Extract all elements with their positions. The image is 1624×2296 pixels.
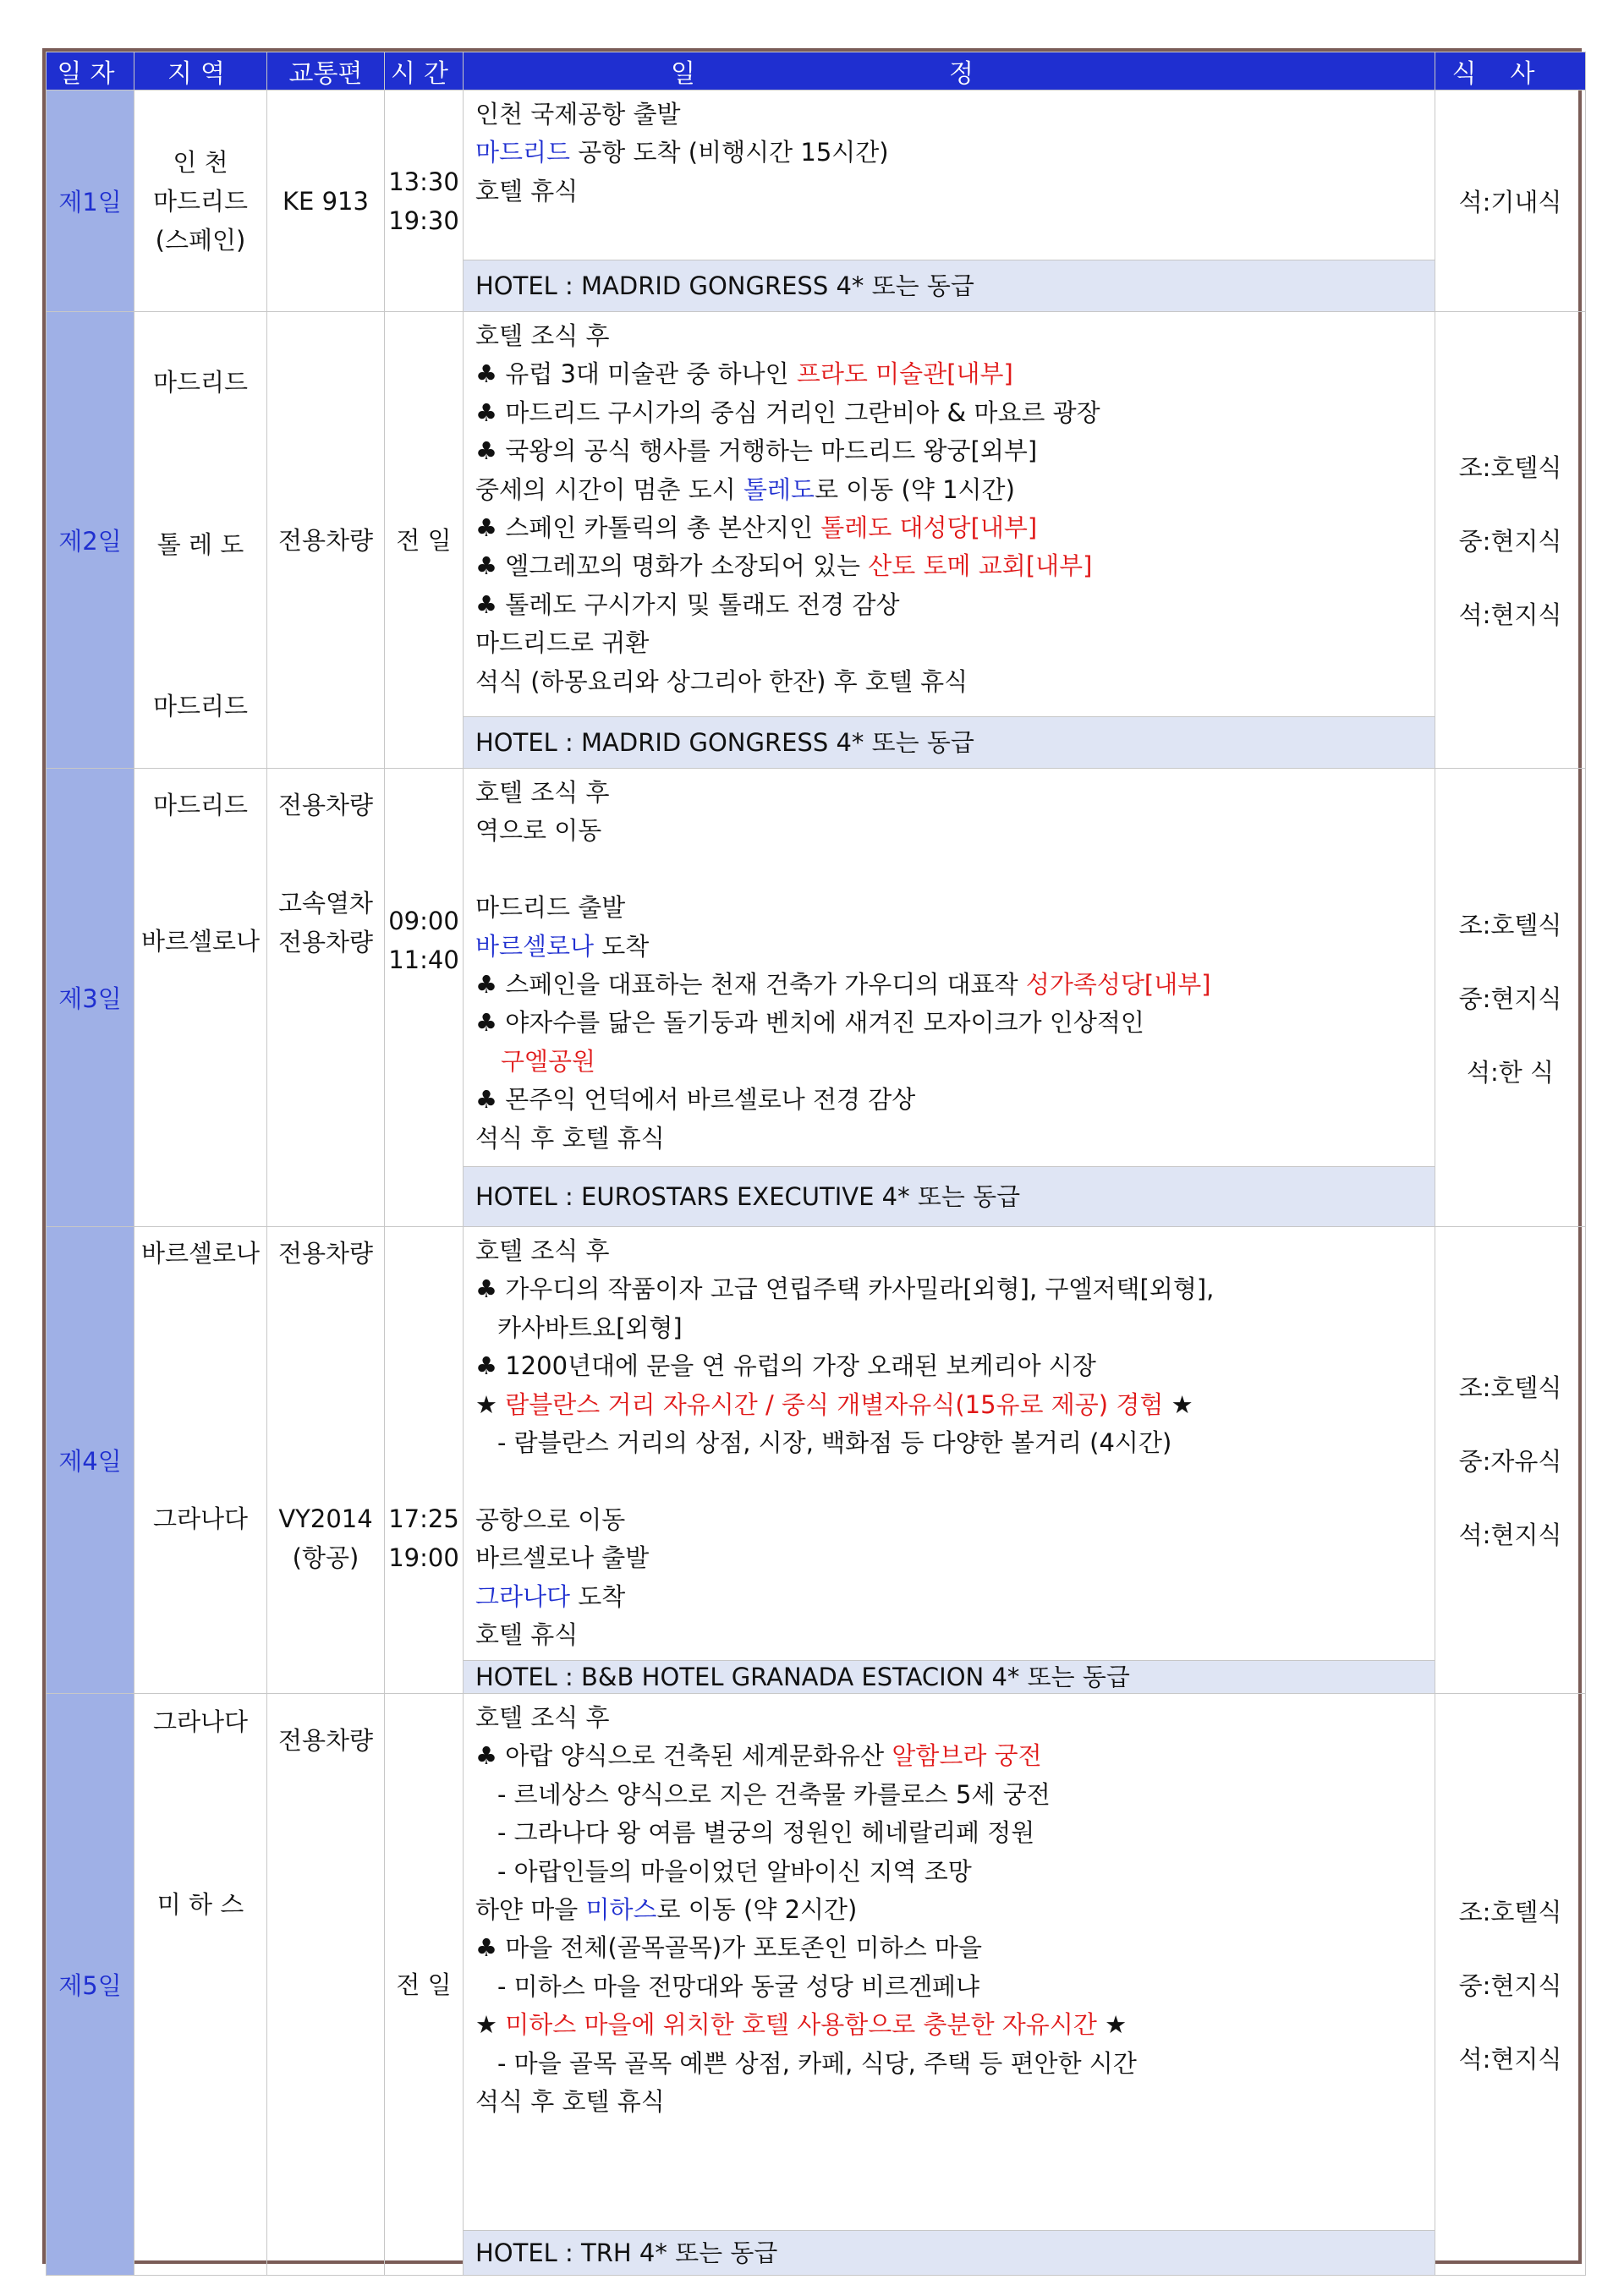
hotel-info: HOTEL : MADRID GONGRESS 4* 또는 동급 — [464, 260, 1435, 311]
header-transport: 교통편 — [267, 52, 385, 90]
transport-value: 고속열차 — [277, 889, 374, 918]
schedule-line — [475, 1814, 1423, 1852]
transport-cell: 전용차량 — [267, 312, 385, 769]
schedule-text: 바르셀로나 출발 — [475, 1543, 650, 1573]
schedule-text: 로 이동 (약 2시간) — [656, 1894, 858, 1924]
schedule-text: - 그라나다 왕 여름 별궁의 정원인 헤네랄리페 정원 — [497, 1818, 1035, 1848]
day-label: 제3일 — [47, 769, 134, 1227]
hotel-info: HOTEL : TRH 4* 또는 동급 — [464, 2230, 1435, 2275]
header-meal: 식사 — [1435, 52, 1586, 90]
meal-entry: 조:호텔식 — [1458, 1898, 1562, 1926]
transport-value: VY2014 — [278, 1504, 373, 1533]
schedule-line — [475, 966, 1423, 1004]
place-name: 톨레도 — [743, 474, 815, 504]
time-cell — [385, 90, 464, 312]
schedule-line — [475, 1776, 1423, 1814]
schedule-text: 중세의 시간이 멈춘 도시 — [475, 474, 744, 504]
region-name: (스페인) — [155, 225, 246, 255]
schedule-text: 마드리드로 귀환 — [475, 628, 650, 658]
place-name: 바르셀로나 — [475, 931, 595, 961]
time-value: 19:00 — [388, 1543, 459, 1572]
meal-entry: 중:현지식 — [1458, 527, 1562, 556]
meal-cell — [1435, 312, 1586, 769]
transport-value: 전용차량 — [277, 928, 374, 956]
highlight-text: 톨레도 대성당[내부] — [820, 512, 1038, 542]
schedule-line — [475, 355, 1423, 393]
schedule-text: ♣ 마을 전체(골목골목)가 포토존인 미하스 마을 — [475, 1933, 982, 1963]
day-label: 제1일 — [47, 90, 134, 312]
schedule-cell — [464, 1694, 1435, 2276]
schedule-text: 공항 도착 (비행시간 15시간) — [570, 138, 889, 167]
region-name: 미 하 스 — [156, 1890, 244, 1919]
region-cell — [134, 1694, 267, 2276]
schedule-text: 호텔 조식 후 — [475, 321, 610, 350]
schedule-text: ♣ 톨레도 구시가지 및 톨래도 전경 감상 — [475, 589, 900, 619]
schedule-line — [475, 812, 1423, 850]
schedule-text: ♣ 유럽 3대 미술관 중 하나인 — [475, 359, 797, 389]
time-value: 09:00 — [388, 907, 459, 935]
schedule-text: 호텔 휴식 — [475, 176, 579, 205]
time-cell — [385, 1227, 464, 1694]
schedule-line — [475, 1120, 1423, 1158]
meal-entry: 중:자유식 — [1458, 1447, 1562, 1476]
schedule-line — [475, 96, 1423, 134]
meal-cell — [1435, 90, 1586, 312]
transport-value: 전용차량 — [277, 791, 374, 819]
schedule-line — [475, 394, 1423, 432]
place-name: 그라나다 — [475, 1581, 571, 1611]
region-cell — [134, 1227, 267, 1694]
time-cell — [385, 769, 464, 1227]
schedule-line — [475, 2045, 1423, 2083]
time-value: 17:25 — [388, 1504, 459, 1533]
header-schedule: 일정 — [464, 52, 1435, 90]
highlight-text: 산토 토메 교회[내부] — [868, 551, 1093, 581]
meal-entry: 석:한 식 — [1466, 1058, 1555, 1087]
schedule-text: ★ — [1163, 1389, 1193, 1419]
time-value: 13:30 — [388, 167, 459, 196]
schedule-text: - 아랍인들의 마을이었던 알바이신 지역 조망 — [497, 1856, 972, 1886]
schedule-line — [475, 1347, 1423, 1385]
meal-cell — [1435, 769, 1586, 1227]
schedule-text: ♣ 스페인 카톨릭의 총 본산지인 — [475, 512, 821, 542]
meal-entry: 중:현지식 — [1458, 984, 1562, 1013]
schedule-text: 마드리드 출발 — [475, 893, 626, 923]
transport-value: 전용차량 — [277, 1239, 374, 1268]
meal-entry: 조:호텔식 — [1458, 453, 1562, 482]
schedule-line — [475, 1386, 1423, 1424]
day-row-4 — [47, 1227, 1586, 1694]
meal-entry: 석:현지식 — [1458, 1521, 1562, 1549]
schedule-text: ♣ 야자수를 닮은 돌기둥과 벤치에 새겨진 모자이크가 인상적인 — [475, 1008, 1144, 1038]
schedule-text: 도착 — [594, 931, 650, 961]
schedule-line — [475, 1232, 1423, 1270]
meal-entry: 석:현지식 — [1458, 2045, 1562, 2074]
schedule-line — [475, 928, 1423, 966]
schedule-text: 역으로 이동 — [475, 816, 602, 846]
itinerary-table — [46, 52, 1586, 2276]
schedule-cell — [464, 769, 1435, 1227]
schedule-line — [475, 509, 1423, 547]
schedule-text: - 미하스 마을 전망대와 동굴 성당 비르겐페냐 — [497, 1971, 980, 2001]
highlight-text: 람블란스 거리 자유시간 / 중식 개별자유식(15유로 제공) 경험 — [505, 1389, 1164, 1419]
schedule-line — [475, 134, 1423, 172]
schedule-text: 석식 (하몽요리와 상그리아 한잔) 후 호텔 휴식 — [475, 666, 968, 696]
day-label: 제5일 — [47, 1694, 134, 2276]
highlight-text: 미하스 마을에 위치한 호텔 사용함으로 충분한 자유시간 — [505, 2010, 1097, 2040]
itinerary-sheet — [42, 48, 1582, 2267]
schedule-cell — [464, 1227, 1435, 1694]
transport-value: (항공) — [292, 1543, 359, 1572]
schedule-text: ♣ 몬주익 언덕에서 바르셀로나 전경 감상 — [475, 1085, 916, 1115]
schedule-text: 호텔 휴식 — [475, 1619, 579, 1649]
region-name: 바르셀로나 — [140, 1239, 261, 1268]
schedule-text: - 르네상스 양식으로 지은 건축물 카를로스 5세 궁전 — [497, 1779, 1051, 1809]
schedule-text: ♣ 엘그레꼬의 명화가 소장되어 있는 — [475, 551, 869, 581]
schedule-text: 하얀 마을 — [475, 1894, 586, 1924]
transport-cell — [267, 769, 385, 1227]
highlight-text: 프라도 미술관[내부] — [796, 359, 1013, 389]
schedule-line — [475, 547, 1423, 585]
schedule-text: ★ — [475, 2010, 506, 2040]
header-row — [47, 52, 1586, 90]
transport-cell — [267, 1694, 385, 2276]
time-cell: 전 일 — [385, 1694, 464, 2276]
schedule-line — [475, 1424, 1423, 1462]
region-name: 그라나다 — [152, 1504, 249, 1533]
region-cell — [134, 769, 267, 1227]
schedule-line — [475, 432, 1423, 470]
schedule-line — [475, 1616, 1423, 1654]
schedule-line — [475, 1081, 1423, 1119]
region-cell — [134, 312, 267, 769]
header-region: 지역 — [134, 52, 267, 90]
schedule-text: 호텔 조식 후 — [475, 1236, 610, 1265]
schedule-line — [475, 1699, 1423, 1737]
schedule-text: ★ — [1096, 2010, 1127, 2040]
schedule-line — [475, 1004, 1423, 1042]
region-name: 그라나다 — [152, 1707, 249, 1736]
schedule-line — [475, 471, 1423, 509]
region-name: 마드리드 — [152, 692, 249, 721]
schedule-line — [475, 1929, 1423, 1967]
schedule-text: 카사바트요[외형] — [497, 1312, 683, 1342]
schedule-line — [475, 1737, 1423, 1775]
day-row-1 — [47, 90, 1586, 312]
place-name: 미하스 — [585, 1894, 657, 1924]
schedule-line — [475, 1043, 1423, 1081]
time-value: 11:40 — [388, 945, 459, 974]
hotel-info: HOTEL : EUROSTARS EXECUTIVE 4* 또는 동급 — [464, 1166, 1435, 1226]
schedule-line — [475, 851, 1423, 889]
highlight-text: 알함브라 궁전 — [892, 1741, 1042, 1771]
highlight-text: 성가족성당[내부] — [1025, 969, 1211, 999]
schedule-cell — [464, 90, 1435, 312]
day-row-5 — [47, 1694, 1586, 2276]
meal-entry: 조:호텔식 — [1458, 1373, 1562, 1402]
schedule-text: ♣ 1200년대에 문을 연 유럽의 가장 오래된 보케리아 시장 — [475, 1351, 1096, 1381]
schedule-text: 호텔 조식 후 — [475, 778, 610, 807]
schedule-text: 도착 — [570, 1581, 626, 1611]
schedule-text: ♣ 국왕의 공식 행사를 거행하는 마드리드 왕궁[외부] — [475, 436, 1038, 466]
meal-entry: 석:현지식 — [1458, 600, 1562, 629]
day-row-3 — [47, 769, 1586, 1227]
schedule-text: 인천 국제공항 출발 — [475, 100, 681, 129]
region-name: 마드리드 — [152, 186, 249, 216]
meal-entry: 조:호텔식 — [1458, 911, 1562, 940]
transport-cell — [267, 1227, 385, 1694]
schedule-cell — [464, 312, 1435, 769]
schedule-text: 호텔 조식 후 — [475, 1703, 610, 1732]
day-label: 제4일 — [47, 1227, 134, 1694]
header-day: 일자 — [47, 52, 134, 90]
schedule-line — [475, 1539, 1423, 1577]
hotel-info: HOTEL : MADRID GONGRESS 4* 또는 동급 — [464, 716, 1435, 768]
schedule-text: 석식 후 호텔 휴식 — [475, 1123, 665, 1153]
schedule-line — [475, 1853, 1423, 1891]
region-name: 톨 레 도 — [156, 529, 244, 559]
schedule-line — [475, 1501, 1423, 1539]
schedule-line — [475, 889, 1423, 927]
region-name: 마드리드 — [152, 368, 249, 397]
region-name: 마드리드 — [152, 791, 249, 819]
meal-entry: 석:기내식 — [1458, 188, 1562, 216]
schedule-line — [475, 663, 1423, 701]
schedule-line — [475, 774, 1423, 812]
schedule-line — [475, 586, 1423, 624]
schedule-text: ♣ 마드리드 구시가의 중심 거리인 그란비아 & 마요르 광장 — [475, 397, 1100, 427]
time-value: 19:30 — [388, 205, 459, 235]
schedule-line — [475, 1309, 1423, 1347]
region-name: 바르셀로나 — [140, 927, 261, 956]
schedule-text: ♣ 아랍 양식으로 건축된 세계문화유산 — [475, 1741, 892, 1771]
schedule-text: - 람블란스 거리의 상점, 시장, 백화점 등 다양한 볼거리 (4시간) — [497, 1427, 1172, 1457]
schedule-line — [475, 1968, 1423, 2006]
transport-cell: KE 913 — [267, 90, 385, 312]
day-label: 제2일 — [47, 312, 134, 769]
schedule-line — [475, 1462, 1423, 1500]
time-cell: 전 일 — [385, 312, 464, 769]
schedule-line — [475, 173, 1423, 211]
schedule-line — [475, 1891, 1423, 1929]
day-row-2 — [47, 312, 1586, 769]
meal-entry: 중:현지식 — [1458, 1971, 1562, 2000]
header-time: 시간 — [385, 52, 464, 90]
region-cell — [134, 90, 267, 312]
schedule-text: ★ — [475, 1389, 506, 1419]
schedule-line — [475, 1578, 1423, 1616]
schedule-text: 로 이동 (약 1시간) — [815, 474, 1015, 504]
schedule-line — [475, 1270, 1423, 1308]
schedule-line — [475, 624, 1423, 662]
meal-cell — [1435, 1694, 1586, 2276]
highlight-text: 구엘공원 — [501, 1046, 596, 1076]
region-name: 인 천 — [173, 147, 228, 177]
schedule-text: ♣ 가우디의 작품이자 고급 연립주택 카사밀라[외형], 구엘저택[외형], — [475, 1274, 1215, 1304]
meal-cell — [1435, 1227, 1586, 1694]
hotel-info: HOTEL : B&B HOTEL GRANADA ESTACION 4* 또는 동급 — [464, 1660, 1435, 1693]
schedule-line — [475, 2083, 1423, 2121]
schedule-text: - 마을 골목 골목 예쁜 상점, 카페, 식당, 주택 등 편안한 시간 — [497, 2048, 1137, 2078]
schedule-line — [475, 2006, 1423, 2044]
schedule-text: 석식 후 호텔 휴식 — [475, 2086, 665, 2116]
transport-value: 전용차량 — [277, 1726, 374, 1755]
schedule-text: ♣ 스페인을 대표하는 천재 건축가 가우디의 대표작 — [475, 969, 1026, 999]
schedule-text: 공항으로 이동 — [475, 1504, 626, 1534]
place-name: 마드리드 — [475, 138, 571, 167]
schedule-line — [475, 317, 1423, 355]
